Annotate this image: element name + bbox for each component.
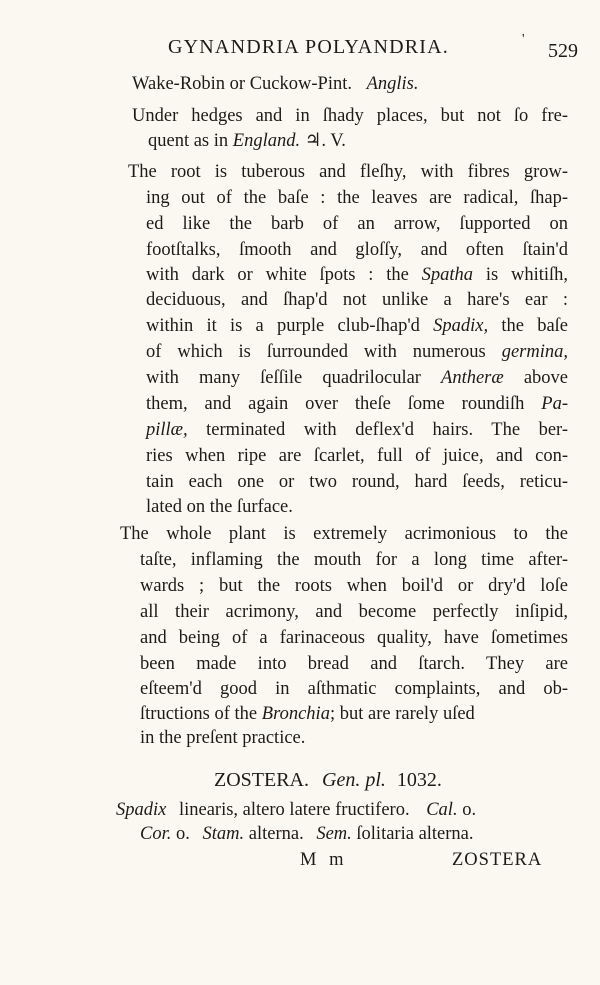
description-line: pillæ, terminated with deflex'd hairs. The ber-	[146, 420, 569, 440]
description-line: ed like the barb of an arrow, ſupported on	[146, 214, 568, 234]
description-line: ries when ripe are ſcarlet, full of juice, and con-	[146, 446, 568, 466]
genus-character-line: Spadix linearis, altero latere fructifero. Cal. o.	[116, 800, 477, 820]
uses-line: all their acrimony, and become perfectly inſipid,	[140, 602, 568, 622]
uses-line: taſte, inflaming the mouth for a long time after-	[140, 550, 568, 570]
description-line: within it is a purple club-ſhap'd Spadix, the baſe	[146, 316, 569, 336]
page-mark: '	[522, 32, 525, 47]
genus-heading: ZOSTERA. Gen. pl. 1032.	[214, 769, 442, 791]
page-number: 529	[548, 40, 578, 62]
uses-line: The whole plant is extremely acrimonious to the	[120, 524, 568, 544]
habitat-line: quent as in England. ♃. V.	[148, 131, 346, 151]
uses-line: eſteem'd good in aſthmatic complaints, and ob-	[140, 679, 568, 699]
description-line: tain each one or two round, hard ſeeds, reticu-	[146, 472, 568, 492]
description-line: with many ſeſſile quadrilocular Antheræ above	[146, 368, 568, 388]
description-line: deciduous, and ſhap'd not unlike a hare's ear :	[146, 290, 568, 310]
uses-line: been made into bread and ſtarch. They are	[140, 654, 568, 674]
running-title: GYNANDRIA POLYANDRIA.	[168, 36, 449, 58]
description-line: of which is ſurrounded with numerous germina,	[146, 342, 568, 362]
common-name-line: Wake-Robin or Cuckow-Pint. Anglis.	[132, 74, 419, 94]
habitat-line: Under hedges and in ſhady places, but not ſo fre-	[132, 106, 568, 126]
uses-line: wards ; but the roots when boil'd or dry'd loſe	[140, 576, 568, 596]
description-line: footſtalks, ſmooth and gloſſy, and often ſtain'd	[146, 240, 568, 260]
signature-mark: M m	[300, 850, 348, 870]
uses-line: and being of a farinaceous quality, have ſometimes	[140, 628, 568, 648]
description-line: them, and again over theſe ſome roundiſh Pa-	[146, 394, 568, 414]
catchword: ZOSTERA	[452, 850, 543, 870]
description-line: with dark or white ſpots : the Spatha is whitiſh,	[146, 265, 569, 285]
description-line: lated on the ſurface.	[146, 497, 293, 517]
uses-line: in the preſent practice.	[140, 728, 306, 748]
description-line: ing out of the baſe : the leaves are radical, ſhap-	[146, 188, 568, 208]
description-line: The root is tuberous and fleſhy, with fibres grow-	[128, 162, 568, 182]
genus-character-line: Cor. o. Stam. alterna. Sem. ſolitaria alterna.	[140, 824, 474, 844]
uses-line: ſtructions of the Bronchia; but are rarely uſed	[140, 704, 475, 724]
